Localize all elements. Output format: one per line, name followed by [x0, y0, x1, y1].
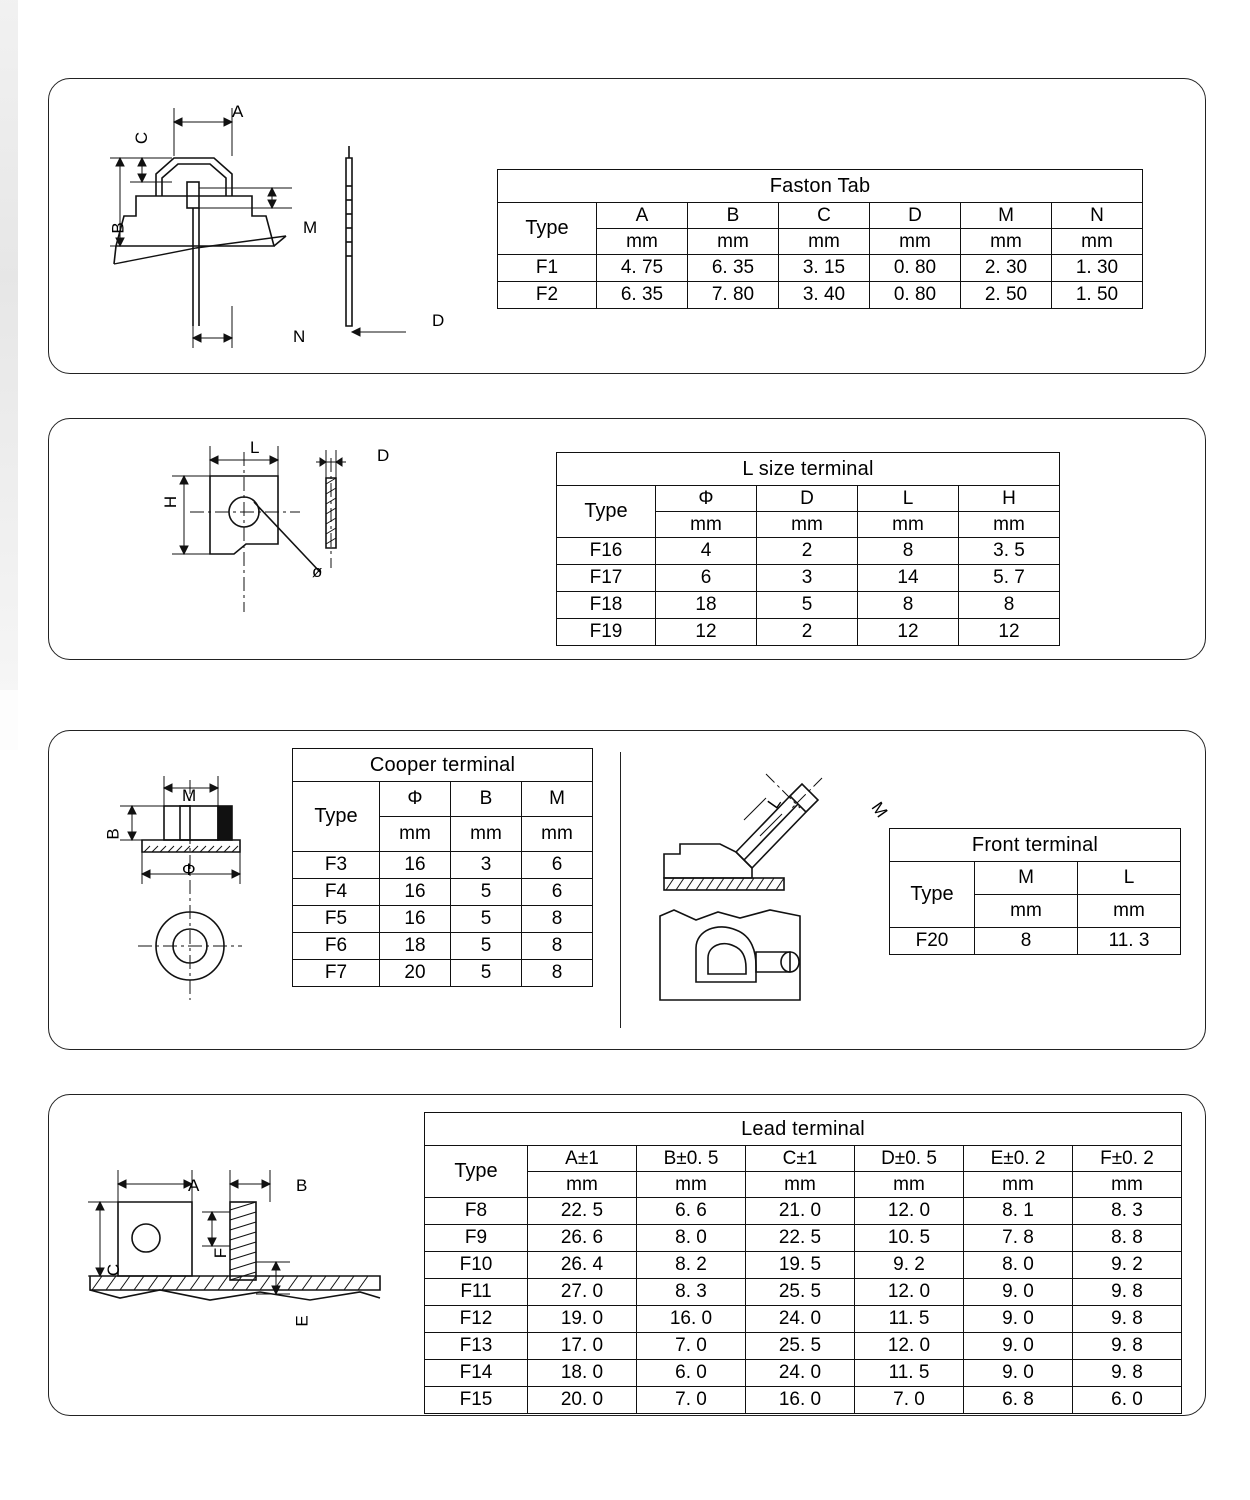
unit-l: mm	[858, 512, 959, 538]
cell-type: F9	[425, 1225, 528, 1252]
unit-phi: mm	[656, 512, 757, 538]
cooper-label-b: B	[103, 828, 123, 840]
cell-n: 1. 50	[1052, 282, 1143, 309]
unit-d: mm	[870, 229, 961, 255]
cell-b: 8. 2	[637, 1252, 746, 1279]
cell-phi: 6	[656, 565, 757, 592]
unit-m: mm	[975, 895, 1078, 928]
cell-e: 6. 8	[964, 1387, 1073, 1414]
page-edge-artifact-lower	[0, 690, 18, 750]
cell-f: 9. 8	[1073, 1279, 1182, 1306]
cell-type: F14	[425, 1360, 528, 1387]
table-row	[425, 1252, 1182, 1279]
cell-type: F10	[425, 1252, 528, 1279]
cell-a: 27. 0	[528, 1279, 637, 1306]
lsize-label-h: H	[161, 495, 181, 509]
header-col-d: D	[870, 203, 961, 229]
cell-b: 7. 0	[637, 1387, 746, 1414]
front-label-m: M	[867, 798, 892, 821]
cell-a: 20. 0	[528, 1387, 637, 1414]
unit-m: mm	[522, 817, 593, 852]
cell-type: F7	[293, 960, 380, 987]
unit-h: mm	[959, 512, 1060, 538]
cell-type: F20	[890, 928, 975, 955]
header-type: Type	[557, 486, 656, 538]
header-col-e: E±0. 2	[964, 1146, 1073, 1172]
cell-type: F1	[498, 255, 597, 282]
table-row	[557, 592, 1060, 619]
cell-f: 8. 3	[1073, 1198, 1182, 1225]
unit-n: mm	[1052, 229, 1143, 255]
header-col-c: C±1	[746, 1146, 855, 1172]
faston-tab-drawing	[96, 96, 476, 366]
cell-a: 6. 35	[597, 282, 688, 309]
header-col-b: B	[451, 782, 522, 817]
cell-n: 1. 30	[1052, 255, 1143, 282]
cell-l: 8	[858, 592, 959, 619]
table-row	[425, 1333, 1182, 1360]
unit-m: mm	[961, 229, 1052, 255]
cell-b: 5	[451, 933, 522, 960]
header-col-phi: Φ	[380, 782, 451, 817]
cell-h: 12	[959, 619, 1060, 646]
table-row	[425, 1198, 1182, 1225]
unit-d: mm	[855, 1172, 964, 1198]
cell-c: 22. 5	[746, 1225, 855, 1252]
unit-e: mm	[964, 1172, 1073, 1198]
table-title-front: Front terminal	[890, 829, 1181, 862]
table-row	[890, 928, 1181, 955]
cell-type: F17	[557, 565, 656, 592]
cell-e: 9. 0	[964, 1279, 1073, 1306]
table-row	[425, 1387, 1182, 1414]
table-row	[557, 619, 1060, 646]
table-row	[293, 960, 593, 987]
cell-type: F11	[425, 1279, 528, 1306]
header-col-c: C	[779, 203, 870, 229]
cell-phi: 18	[656, 592, 757, 619]
cell-b: 16. 0	[637, 1306, 746, 1333]
cell-c: 24. 0	[746, 1306, 855, 1333]
cell-m: 8	[522, 906, 593, 933]
header-col-d: D	[757, 486, 858, 512]
faston-label-b: B	[108, 222, 128, 234]
table-row	[557, 538, 1060, 565]
cell-c: 19. 5	[746, 1252, 855, 1279]
header-col-d: D±0. 5	[855, 1146, 964, 1172]
header-col-a: A	[597, 203, 688, 229]
cell-l: 12	[858, 619, 959, 646]
cell-h: 5. 7	[959, 565, 1060, 592]
cell-b: 7. 0	[637, 1333, 746, 1360]
unit-c: mm	[779, 229, 870, 255]
header-col-a: A±1	[528, 1146, 637, 1172]
cell-phi: 20	[380, 960, 451, 987]
cell-l: 14	[858, 565, 959, 592]
table-lead-terminal	[424, 1112, 1182, 1414]
faston-label-c: C	[132, 131, 152, 145]
cell-phi: 4	[656, 538, 757, 565]
lsize-label-phi: ø	[312, 562, 323, 581]
cell-d: 0. 80	[870, 282, 961, 309]
cell-b: 8. 3	[637, 1279, 746, 1306]
cell-e: 9. 0	[964, 1306, 1073, 1333]
cell-type: F4	[293, 879, 380, 906]
cell-b: 5	[451, 960, 522, 987]
cell-a: 26. 4	[528, 1252, 637, 1279]
cell-m: 2. 50	[961, 282, 1052, 309]
cell-b: 5	[451, 879, 522, 906]
header-type: Type	[425, 1146, 528, 1198]
cell-m: 8	[522, 960, 593, 987]
cell-f: 6. 0	[1073, 1387, 1182, 1414]
cell-a: 19. 0	[528, 1306, 637, 1333]
front-label-l: L	[763, 793, 785, 813]
header-col-m: M	[961, 203, 1052, 229]
header-col-m: M	[975, 862, 1078, 895]
cell-f: 9. 2	[1073, 1252, 1182, 1279]
table-title-lsize: L size terminal	[557, 453, 1060, 486]
unit-f: mm	[1073, 1172, 1182, 1198]
faston-label-a: A	[232, 102, 244, 121]
cell-type: F12	[425, 1306, 528, 1333]
lead-terminal-drawing	[80, 1150, 410, 1380]
cell-f: 9. 8	[1073, 1333, 1182, 1360]
cell-a: 17. 0	[528, 1333, 637, 1360]
cell-phi: 16	[380, 906, 451, 933]
faston-label-m: M	[303, 218, 318, 237]
cell-l: 8	[858, 538, 959, 565]
cell-type: F8	[425, 1198, 528, 1225]
cell-d: 9. 2	[855, 1252, 964, 1279]
unit-a: mm	[528, 1172, 637, 1198]
cell-h: 8	[959, 592, 1060, 619]
unit-l: mm	[1078, 895, 1181, 928]
cell-l: 11. 3	[1078, 928, 1181, 955]
unit-b: mm	[451, 817, 522, 852]
cooper-label-phi: Φ	[182, 860, 196, 879]
table-l-size-terminal	[556, 452, 1060, 646]
unit-c: mm	[746, 1172, 855, 1198]
cell-b: 3	[451, 852, 522, 879]
cell-b: 6. 35	[688, 255, 779, 282]
cell-c: 25. 5	[746, 1333, 855, 1360]
cell-type: F16	[557, 538, 656, 565]
cell-c: 21. 0	[746, 1198, 855, 1225]
table-faston-tab	[497, 169, 1143, 309]
table-row	[498, 282, 1143, 309]
table-row	[293, 852, 593, 879]
table-front-terminal	[889, 828, 1181, 955]
cell-b: 6. 6	[637, 1198, 746, 1225]
l-size-terminal-drawing	[150, 432, 450, 632]
cell-d: 11. 5	[855, 1360, 964, 1387]
table-cooper-terminal	[292, 748, 593, 987]
cell-e: 9. 0	[964, 1333, 1073, 1360]
header-col-m: M	[522, 782, 593, 817]
cell-d: 0. 80	[870, 255, 961, 282]
cell-c: 25. 5	[746, 1279, 855, 1306]
cell-d: 12. 0	[855, 1333, 964, 1360]
cell-f: 9. 8	[1073, 1306, 1182, 1333]
lead-label-a: A	[188, 1176, 200, 1195]
cell-a: 4. 75	[597, 255, 688, 282]
cell-a: 22. 5	[528, 1198, 637, 1225]
cooper-label-m: M	[182, 786, 197, 805]
header-type: Type	[498, 203, 597, 255]
cell-a: 18. 0	[528, 1360, 637, 1387]
header-col-h: H	[959, 486, 1060, 512]
faston-label-d: D	[432, 311, 445, 330]
cell-h: 3. 5	[959, 538, 1060, 565]
header-col-f: F±0. 2	[1073, 1146, 1182, 1172]
lead-label-e: E	[292, 1315, 312, 1327]
cell-type: F19	[557, 619, 656, 646]
faston-label-n: N	[293, 327, 306, 346]
panel-divider	[620, 752, 621, 1028]
cell-b: 6. 0	[637, 1360, 746, 1387]
cell-b: 7. 80	[688, 282, 779, 309]
header-col-phi: Φ	[656, 486, 757, 512]
cell-e: 7. 8	[964, 1225, 1073, 1252]
cell-b: 5	[451, 906, 522, 933]
cell-f: 8. 8	[1073, 1225, 1182, 1252]
cell-type: F13	[425, 1333, 528, 1360]
cell-type: F5	[293, 906, 380, 933]
header-type: Type	[890, 862, 975, 928]
lsize-label-d: D	[377, 446, 390, 465]
table-title-faston: Faston Tab	[498, 170, 1143, 203]
cell-c: 3. 15	[779, 255, 870, 282]
cell-type: F2	[498, 282, 597, 309]
header-col-l: L	[1078, 862, 1181, 895]
cell-m: 8	[522, 933, 593, 960]
cell-m: 6	[522, 879, 593, 906]
cell-d: 7. 0	[855, 1387, 964, 1414]
table-row	[425, 1225, 1182, 1252]
header-col-l: L	[858, 486, 959, 512]
table-row	[293, 933, 593, 960]
cell-c: 3. 40	[779, 282, 870, 309]
cell-m: 6	[522, 852, 593, 879]
lead-label-b: B	[296, 1176, 308, 1195]
table-row	[498, 255, 1143, 282]
cell-d: 10. 5	[855, 1225, 964, 1252]
table-row	[557, 565, 1060, 592]
cell-d: 3	[757, 565, 858, 592]
page-edge-artifact	[0, 0, 18, 690]
cell-type: F6	[293, 933, 380, 960]
cell-type: F15	[425, 1387, 528, 1414]
cell-m: 8	[975, 928, 1078, 955]
header-col-n: N	[1052, 203, 1143, 229]
cell-b: 8. 0	[637, 1225, 746, 1252]
cell-type: F18	[557, 592, 656, 619]
cell-d: 2	[757, 538, 858, 565]
cell-phi: 18	[380, 933, 451, 960]
cell-d: 11. 5	[855, 1306, 964, 1333]
cell-phi: 12	[656, 619, 757, 646]
unit-d: mm	[757, 512, 858, 538]
unit-b: mm	[688, 229, 779, 255]
cell-d: 2	[757, 619, 858, 646]
cell-m: 2. 30	[961, 255, 1052, 282]
cell-d: 12. 0	[855, 1198, 964, 1225]
header-type: Type	[293, 782, 380, 852]
table-title-cooper: Cooper terminal	[293, 749, 593, 782]
lsize-label-l: L	[250, 438, 260, 457]
lead-label-f: F	[211, 1247, 231, 1259]
cell-e: 8. 0	[964, 1252, 1073, 1279]
table-row	[425, 1360, 1182, 1387]
unit-b: mm	[637, 1172, 746, 1198]
cell-e: 9. 0	[964, 1360, 1073, 1387]
table-row	[293, 879, 593, 906]
unit-a: mm	[597, 229, 688, 255]
table-row	[293, 906, 593, 933]
cell-d: 12. 0	[855, 1279, 964, 1306]
cell-type: F3	[293, 852, 380, 879]
cell-e: 8. 1	[964, 1198, 1073, 1225]
table-title-lead: Lead terminal	[425, 1113, 1182, 1146]
header-col-b: B	[688, 203, 779, 229]
table-row	[425, 1279, 1182, 1306]
cell-a: 26. 6	[528, 1225, 637, 1252]
header-col-b: B±0. 5	[637, 1146, 746, 1172]
cell-c: 16. 0	[746, 1387, 855, 1414]
unit-phi: mm	[380, 817, 451, 852]
table-row	[425, 1306, 1182, 1333]
cell-d: 5	[757, 592, 858, 619]
cell-phi: 16	[380, 852, 451, 879]
cell-f: 9. 8	[1073, 1360, 1182, 1387]
cell-c: 24. 0	[746, 1360, 855, 1387]
cell-phi: 16	[380, 879, 451, 906]
lead-label-c: C	[104, 1263, 124, 1277]
